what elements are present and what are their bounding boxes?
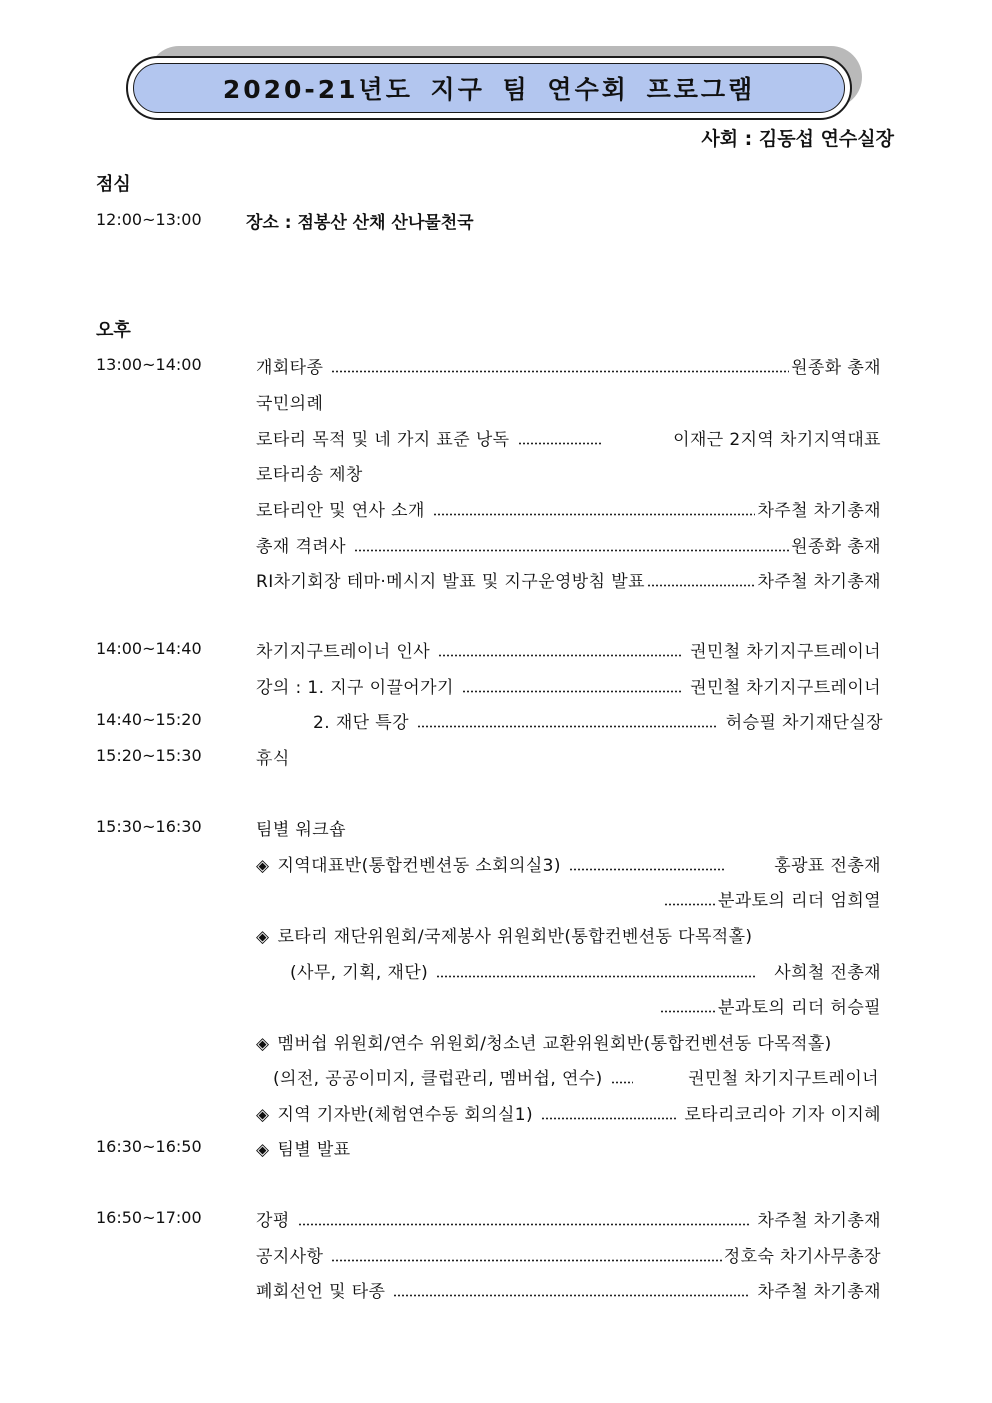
leader-dots	[433, 513, 756, 516]
leader-dots	[664, 903, 716, 906]
workshop-group-2	[256, 922, 881, 947]
program-item-lecture2	[313, 708, 883, 733]
diamond-bullet-icon: ◈	[256, 1034, 270, 1054]
workshop-group-1	[256, 851, 881, 876]
item-presenter: 권민철 차기지구트레이너	[688, 1069, 879, 1089]
item-sub-label: (사무, 기획, 재단)	[290, 963, 429, 983]
item-label: 로타리 재단위원회/국제봉사 위원회반(통합컨벤션동 다목적홀)	[277, 927, 753, 947]
title-banner-inner	[133, 63, 845, 113]
item-label: 지역대표반(통합컨벤션동 소회의실3)	[277, 856, 561, 876]
time-slot: 16:50~17:00	[96, 1208, 202, 1227]
item-label: 국민의례	[256, 394, 324, 414]
item-sub-label: (의전, 공공이미지, 클럽관리, 멤버쉽, 연수)	[273, 1069, 603, 1089]
item-presenter: 홍광표 전총재	[774, 856, 881, 876]
leader-dots	[331, 1259, 722, 1262]
workshop-leader-2	[256, 993, 881, 1018]
program-item-opening	[256, 353, 881, 378]
item-presenter: 정호숙 차기사무총장	[723, 1247, 881, 1267]
leader-dots	[354, 549, 789, 552]
lunch-heading: 점심	[96, 174, 131, 195]
leader-dots	[331, 370, 789, 373]
workshop-leader-1	[256, 886, 881, 911]
page-title: 2020-21년도 지구 팀 연수회 프로그램	[222, 75, 756, 104]
item-presenter: 원종화 총재	[791, 358, 881, 378]
lunch-venue: 장소 : 점봉산 산채 산나물천국	[246, 213, 474, 233]
discussion-leader: 분과토의 리더 엄희열	[717, 891, 881, 911]
item-label: 폐회선언 및 타종	[256, 1282, 386, 1302]
program-item-trainer	[256, 637, 881, 662]
leader-dots	[647, 584, 756, 587]
workshop-group-4	[256, 1100, 881, 1125]
item-label: 휴식	[256, 749, 290, 769]
leader-dots	[393, 1294, 749, 1297]
program-item-review	[256, 1206, 881, 1231]
time-slot: 15:20~15:30	[96, 746, 202, 765]
item-presenter: 이재근 2지역 차기지역대표	[673, 430, 881, 450]
item-label: 강의 : 1. 지구 이끌어가기	[256, 678, 454, 698]
workshop-sub-2	[290, 958, 881, 983]
item-presenter: 차주철 차기총재	[757, 501, 881, 521]
item-presenter: 권민철 차기지구트레이너	[690, 642, 881, 662]
item-label: 지역 기자반(체험연수동 회의실1)	[277, 1105, 534, 1125]
program-item-pledge	[256, 389, 881, 414]
lunch-time: 12:00~13:00	[96, 210, 202, 229]
program-item-encourage	[256, 532, 881, 557]
item-presenter: 차주철 차기총재	[757, 572, 881, 592]
program-item-present	[256, 1135, 881, 1160]
workshop-group-3	[256, 1029, 881, 1054]
leader-dots	[660, 1010, 716, 1013]
discussion-leader: 분과토의 리더 허승필	[717, 998, 881, 1018]
item-presenter: 사희철 전총재	[774, 963, 881, 983]
diamond-bullet-icon: ◈	[256, 1105, 270, 1125]
item-label: RI차기회장 테마·메시지 발표 및 지구운영방침 발표	[256, 572, 645, 592]
program-item-theme	[256, 567, 881, 592]
item-label: 팀별 발표	[277, 1140, 351, 1160]
program-item-intro	[256, 496, 881, 521]
time-slot: 16:30~16:50	[96, 1137, 202, 1156]
afternoon-heading: 오후	[96, 320, 131, 341]
item-label: 차기지구트레이너 인사	[256, 642, 431, 662]
workshop-sub-3	[273, 1064, 879, 1089]
item-presenter: 로타리코리아 기자 이지혜	[684, 1105, 881, 1125]
time-slot: 13:00~14:00	[96, 355, 202, 374]
diamond-bullet-icon: ◈	[256, 856, 270, 876]
program-item-notice	[256, 1242, 881, 1267]
leader-dots	[436, 975, 756, 978]
item-label: 팀별 워크숍	[256, 820, 346, 840]
leader-dots	[298, 1223, 750, 1226]
item-label: 총재 격려사	[256, 537, 346, 557]
diamond-bullet-icon: ◈	[256, 1140, 270, 1160]
time-slot: 15:30~16:30	[96, 817, 202, 836]
item-label: 로타리송 제창	[256, 465, 363, 485]
item-label: 공지사항	[256, 1247, 324, 1267]
item-label: 로타리안 및 연사 소개	[256, 501, 425, 521]
leader-dots	[518, 442, 602, 445]
time-slot: 14:40~15:20	[96, 710, 202, 729]
program-item-workshop	[256, 815, 881, 840]
item-presenter: 원종화 총재	[791, 537, 881, 557]
program-item-purpose	[256, 425, 881, 450]
item-presenter: 권민철 차기지구트레이너	[690, 678, 881, 698]
leader-dots	[417, 725, 718, 728]
leader-dots	[438, 654, 682, 657]
item-presenter: 차주철 차기총재	[757, 1282, 881, 1302]
leader-dots	[541, 1117, 676, 1120]
program-item-lecture1	[256, 673, 881, 698]
item-presenter: 차주철 차기총재	[757, 1211, 881, 1231]
item-label: 2. 재단 특강	[313, 713, 409, 733]
time-slot: 14:00~14:40	[96, 639, 202, 658]
diamond-bullet-icon: ◈	[256, 927, 270, 947]
leader-dots	[611, 1081, 633, 1084]
leader-dots	[462, 690, 682, 693]
item-presenter: 허승필 차기재단실장	[725, 713, 883, 733]
program-item-break	[256, 744, 881, 769]
program-item-song	[256, 460, 881, 485]
item-label: 멤버쉽 위원회/연수 위원회/청소년 교환위원회반(통합컨벤션동 다목적홀)	[277, 1034, 832, 1054]
item-label: 개회타종	[256, 358, 324, 378]
program-item-closing	[256, 1277, 881, 1302]
host-line: 사회 : 김동섭 연수실장	[701, 128, 894, 150]
leader-dots	[569, 868, 725, 871]
item-label: 강평	[256, 1211, 290, 1231]
title-banner	[126, 56, 852, 120]
item-label: 로타리 목적 및 네 가지 표준 낭독	[256, 430, 510, 450]
